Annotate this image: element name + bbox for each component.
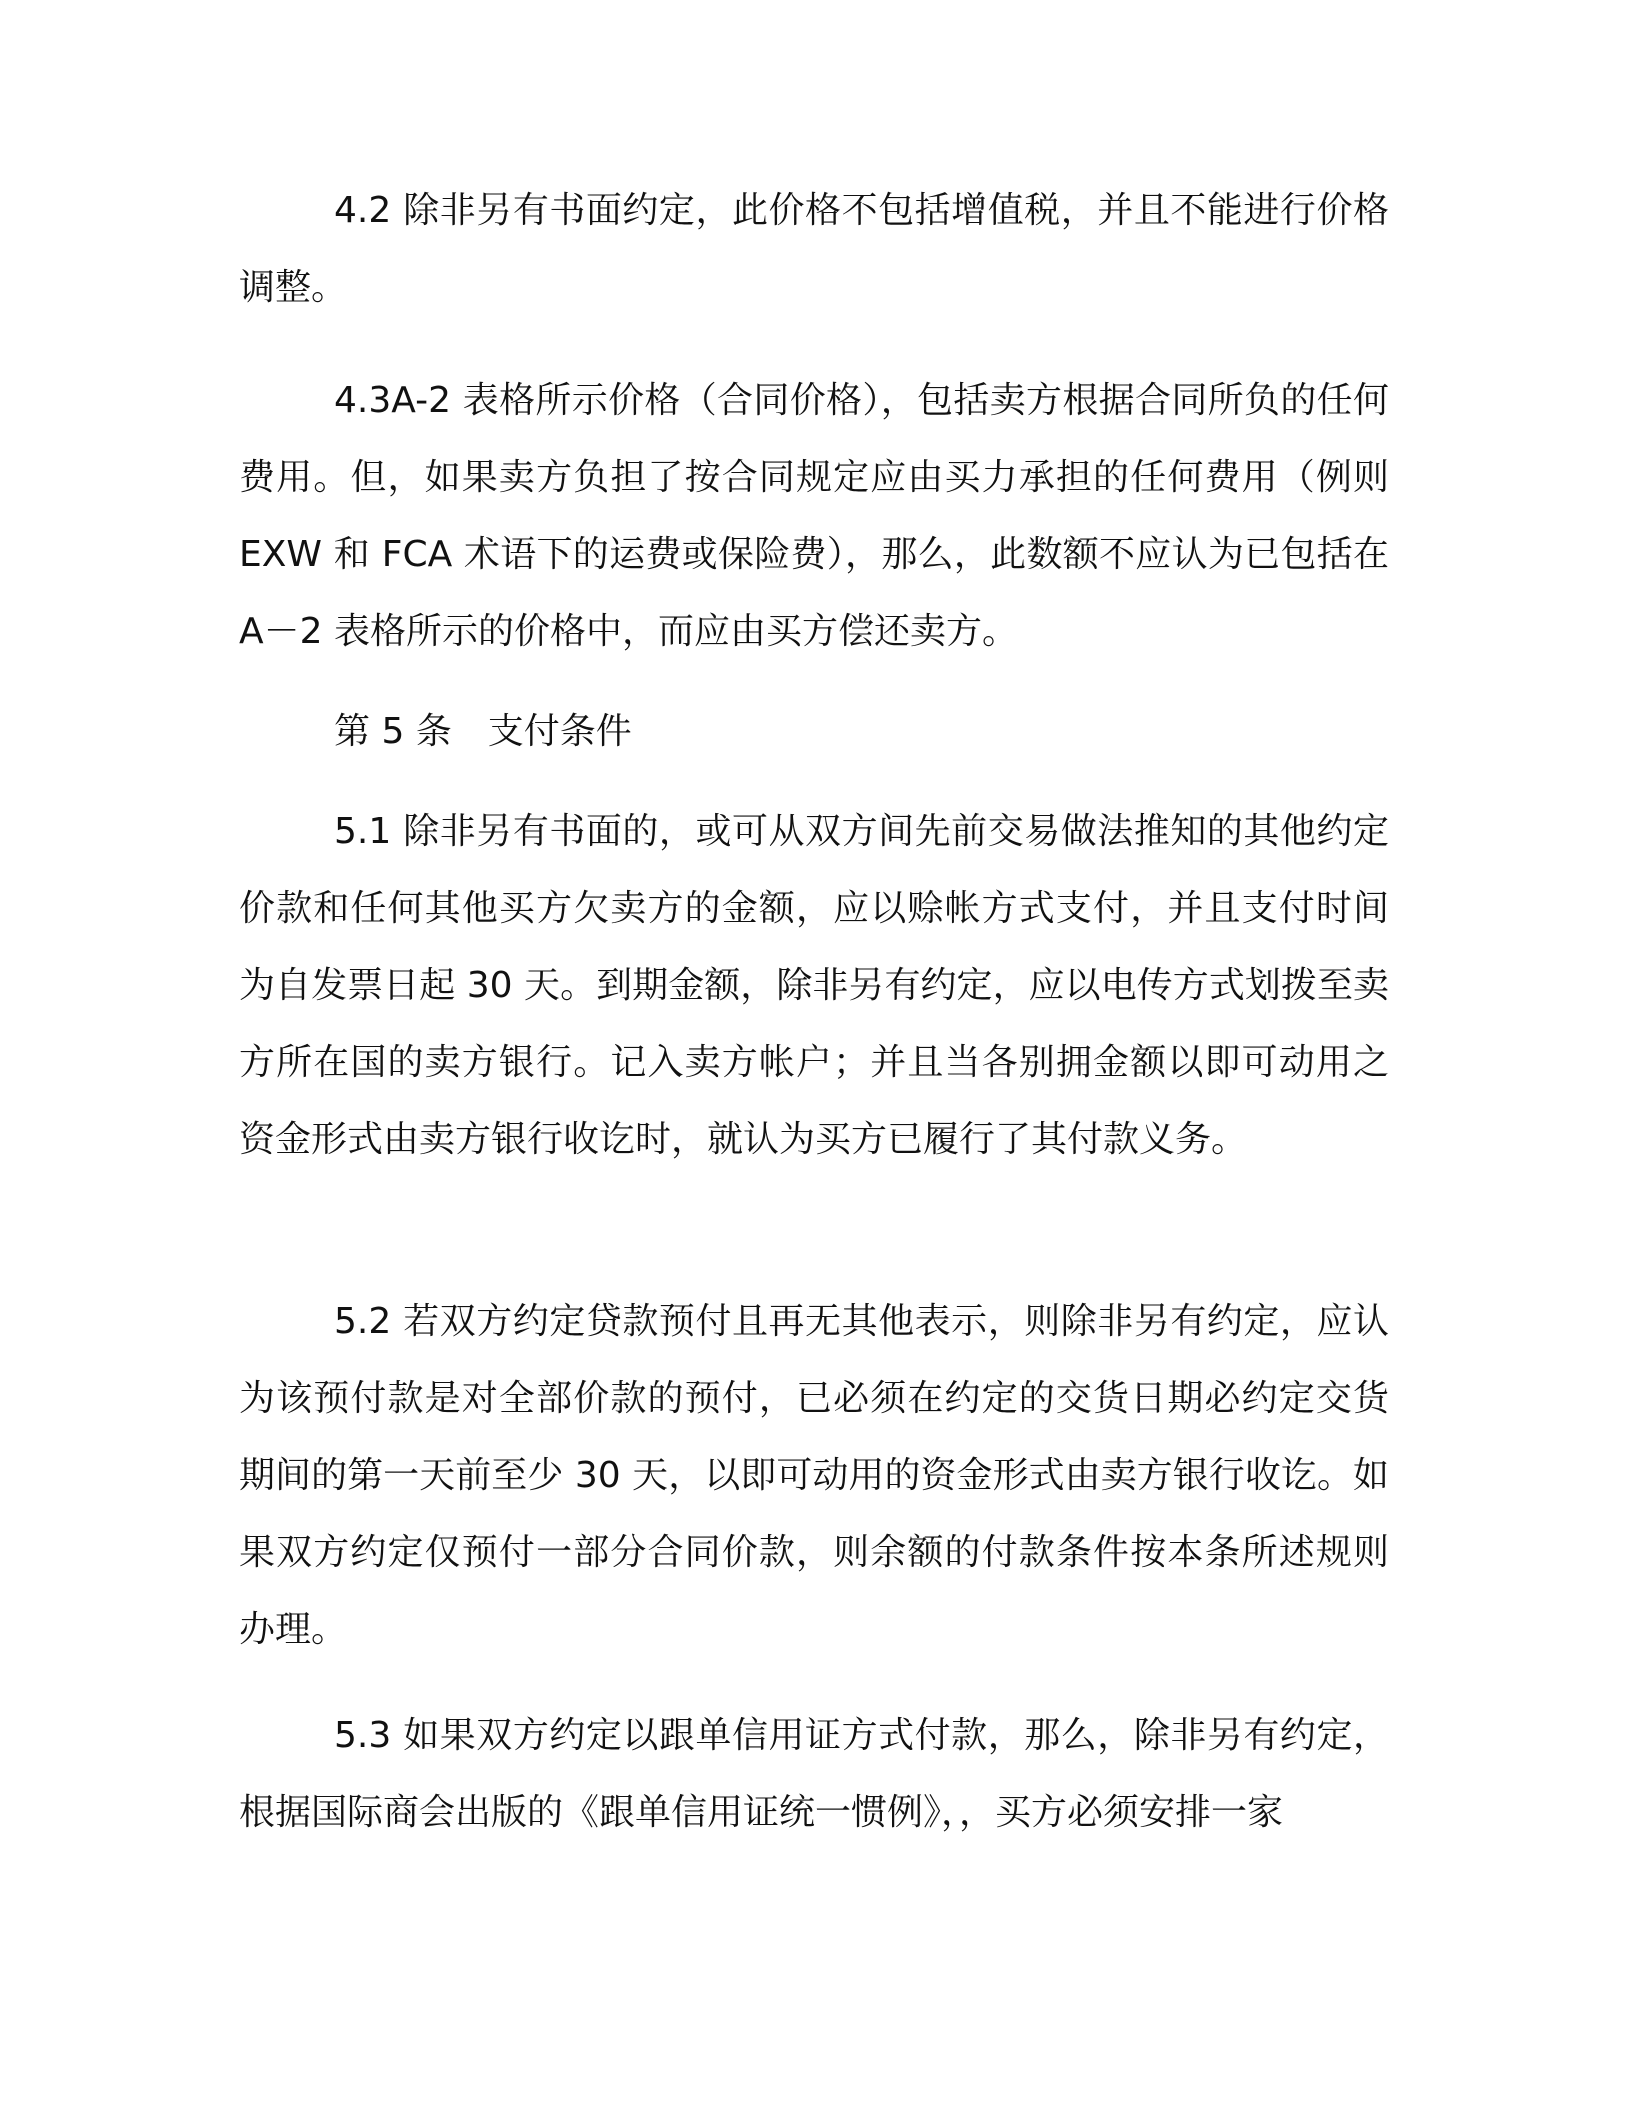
paragraph-4-2: 4.2 除非另有书面约定，此价格不包括增值税，并且不能进行价格调整。 xyxy=(239,190,1389,308)
paragraph-5-1: 5.1 除非另有书面的，或可从双方间先前交易做法推知的其他约定价款和任何其他买方欠卖方的金额，应以赊帐方式支付，并且支付时间为自发票日起 30 天。到期金额，除非另有约定，应以电传方式划拨至卖方所在国的卖方银行。记入卖方帐户；并且当各别拥金额以即可动用之资金形式由卖方银行收讫时，就认为买方已履行了其付款义务。 xyxy=(239,811,1389,1160)
paragraph-4-3: 4.3A-2 表格所示价格（合同价格），包括卖方根据合同所负的任何费用。但，如果卖方负担了按合同规定应由买力承担的任何费用（例则 EXW 和 FCA 术语下的运费或保险费），那么，此数额不应认为已包括在 A－2 表格所示的价格中，而应由买方偿还卖方。 xyxy=(239,380,1389,652)
paragraph-5-2: 5.2 若双方约定贷款预付且再无其他表示，则除非另有约定，应认为该预付款是对全部价款的预付，已必须在约定的交货日期必约定交货期间的第一天前至少 30 天，以即可动用的资金形式由卖方银行收讫。如果双方约定仅预付一部分合同价款，则余额的付款条件按本条所述规则办理。 xyxy=(239,1301,1389,1650)
article-5-heading: 第 5 条 支付条件 xyxy=(334,711,632,752)
paragraph-5-3: 5.3 如果双方约定以跟单信用证方式付款，那么，除非另有约定，根据国际商会出版的《跟单信用证统一惯例》，，买方必须安排一家 xyxy=(239,1715,1389,1833)
